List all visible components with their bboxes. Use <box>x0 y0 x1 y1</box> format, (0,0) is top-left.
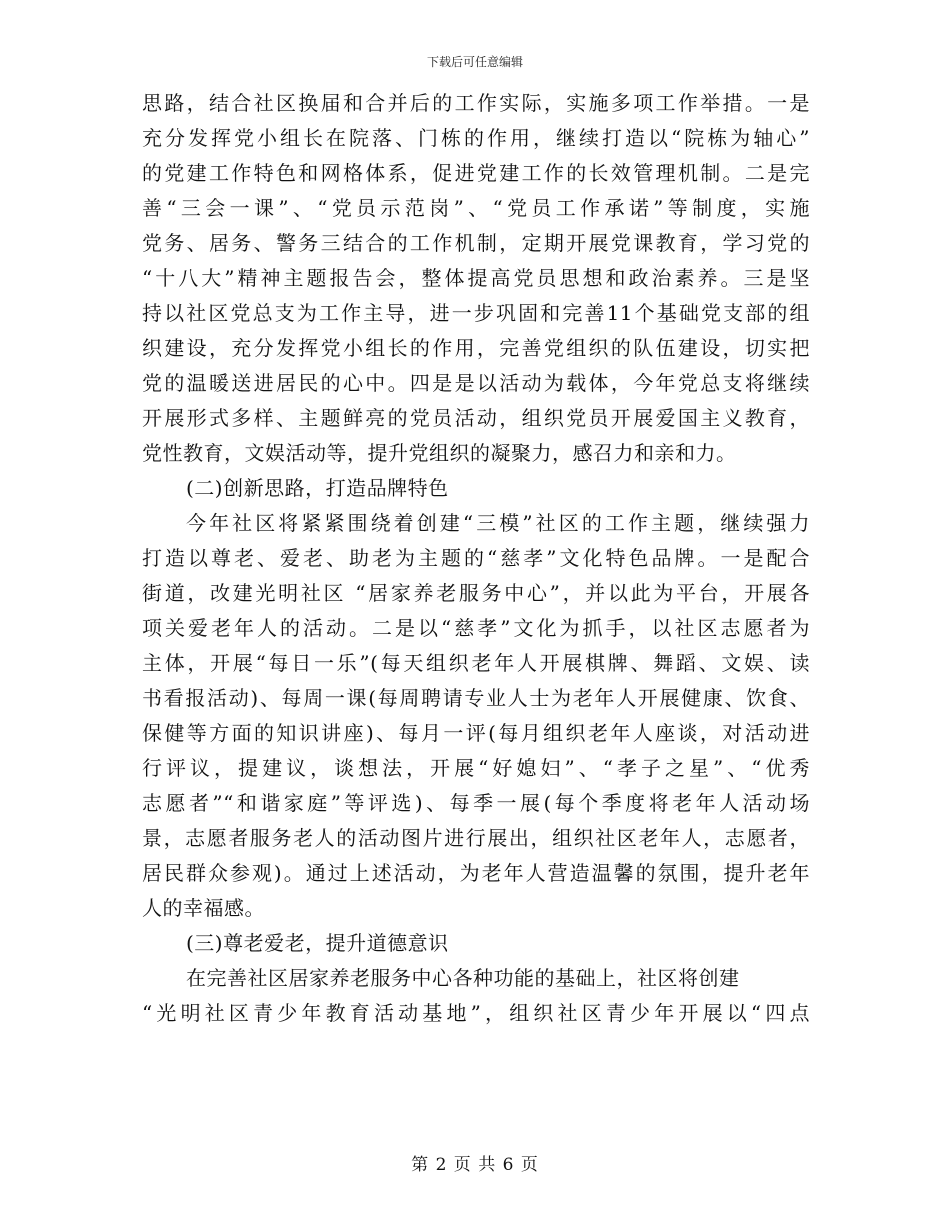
text-line: 党的温暖送进居民的心中。四是是以活动为载体，今年党总支将继续 <box>142 371 810 395</box>
text-line: 行评议，提建议，谈想法，开展“好媳妇”、“孝子之星”、“优秀 <box>142 756 810 780</box>
text-line: 的党建工作特色和网格体系，促进党建工作的长效管理机制。二是完 <box>142 161 810 185</box>
text-line: 充分发挥党小组长在院落、门栋的作用，继续打造以“院栋为轴心” <box>142 126 810 150</box>
text-line: 在完善社区居家养老服务中心各种功能的基础上，社区将创建 <box>186 966 740 990</box>
text-line: 打造以尊老、爱老、助老为主题的“慈孝”文化特色品牌。一是配合 <box>142 546 810 570</box>
text-line: 项关爱老年人的活动。二是以“慈孝”文化为抓手，以社区志愿者为 <box>142 616 810 640</box>
text-line: 党务、居务、警务三结合的工作机制，定期开展党课教育，学习党的 <box>142 231 810 255</box>
text-line: 善“三会一课”、“党员示范岗”、“党员工作承诺”等制度，实施 <box>142 196 810 220</box>
text-line: 街道，改建光明社区 “居家养老服务中心”，并以此为平台，开展各 <box>142 581 810 605</box>
text-line: “十八大”精神主题报告会，整体提高党员思想和政治素养。三是坚 <box>142 266 810 290</box>
page-header: 下载后可任意编辑 <box>426 55 523 69</box>
text-line: 党性教育，文娱活动等，提升党组织的凝聚力，感召力和亲和力。 <box>142 441 737 465</box>
text-line: 保健等方面的知识讲座)、每月一评(每月组织老年人座谈，对活动进 <box>142 721 810 745</box>
text-line: 志愿者”“和谐家庭”等评选)、每季一展(每个季度将老年人活动场 <box>142 791 810 815</box>
text-line: 今年社区将紧紧围绕着创建“三模”社区的工作主题，继续强力 <box>186 511 810 535</box>
text-line: “光明社区青少年教育活动基地”，组织社区青少年开展以“四点 <box>142 1001 810 1025</box>
text-line: 主体，开展“每日一乐”(每天组织老年人开展棋牌、舞蹈、文娱、读 <box>142 651 810 675</box>
text-line: 书看报活动)、每周一课(每周聘请专业人士为老年人开展健康、饮食、 <box>142 686 810 710</box>
text-line: 开展形式多样、主题鲜亮的党员活动，组织党员开展爱国主义教育， <box>142 406 810 430</box>
document-body <box>142 86 810 1031</box>
text-line: 居民群众参观)。通过上述活动，为老年人营造温馨的氛围，提升老年 <box>142 861 810 885</box>
text-line: (三)尊老爱老，提升道德意识 <box>186 931 449 955</box>
page-number-footer: 第 2 页 共 6 页 <box>411 1155 539 1175</box>
text-line: 人的幸福感。 <box>142 896 265 920</box>
text-line: 思路，结合社区换届和合并后的工作实际，实施多项工作举措。一是 <box>142 91 810 115</box>
text-line: (二)创新思路，打造品牌特色 <box>186 476 449 500</box>
text-line: 持以社区党总支为工作主导，进一步巩固和完善11个基础党支部的组 <box>142 301 810 325</box>
text-line: 织建设，充分发挥党小组长的作用，完善党组织的队伍建设，切实把 <box>142 336 810 360</box>
text-line: 景，志愿者服务老人的活动图片进行展出，组织社区老年人，志愿者， <box>142 826 810 850</box>
